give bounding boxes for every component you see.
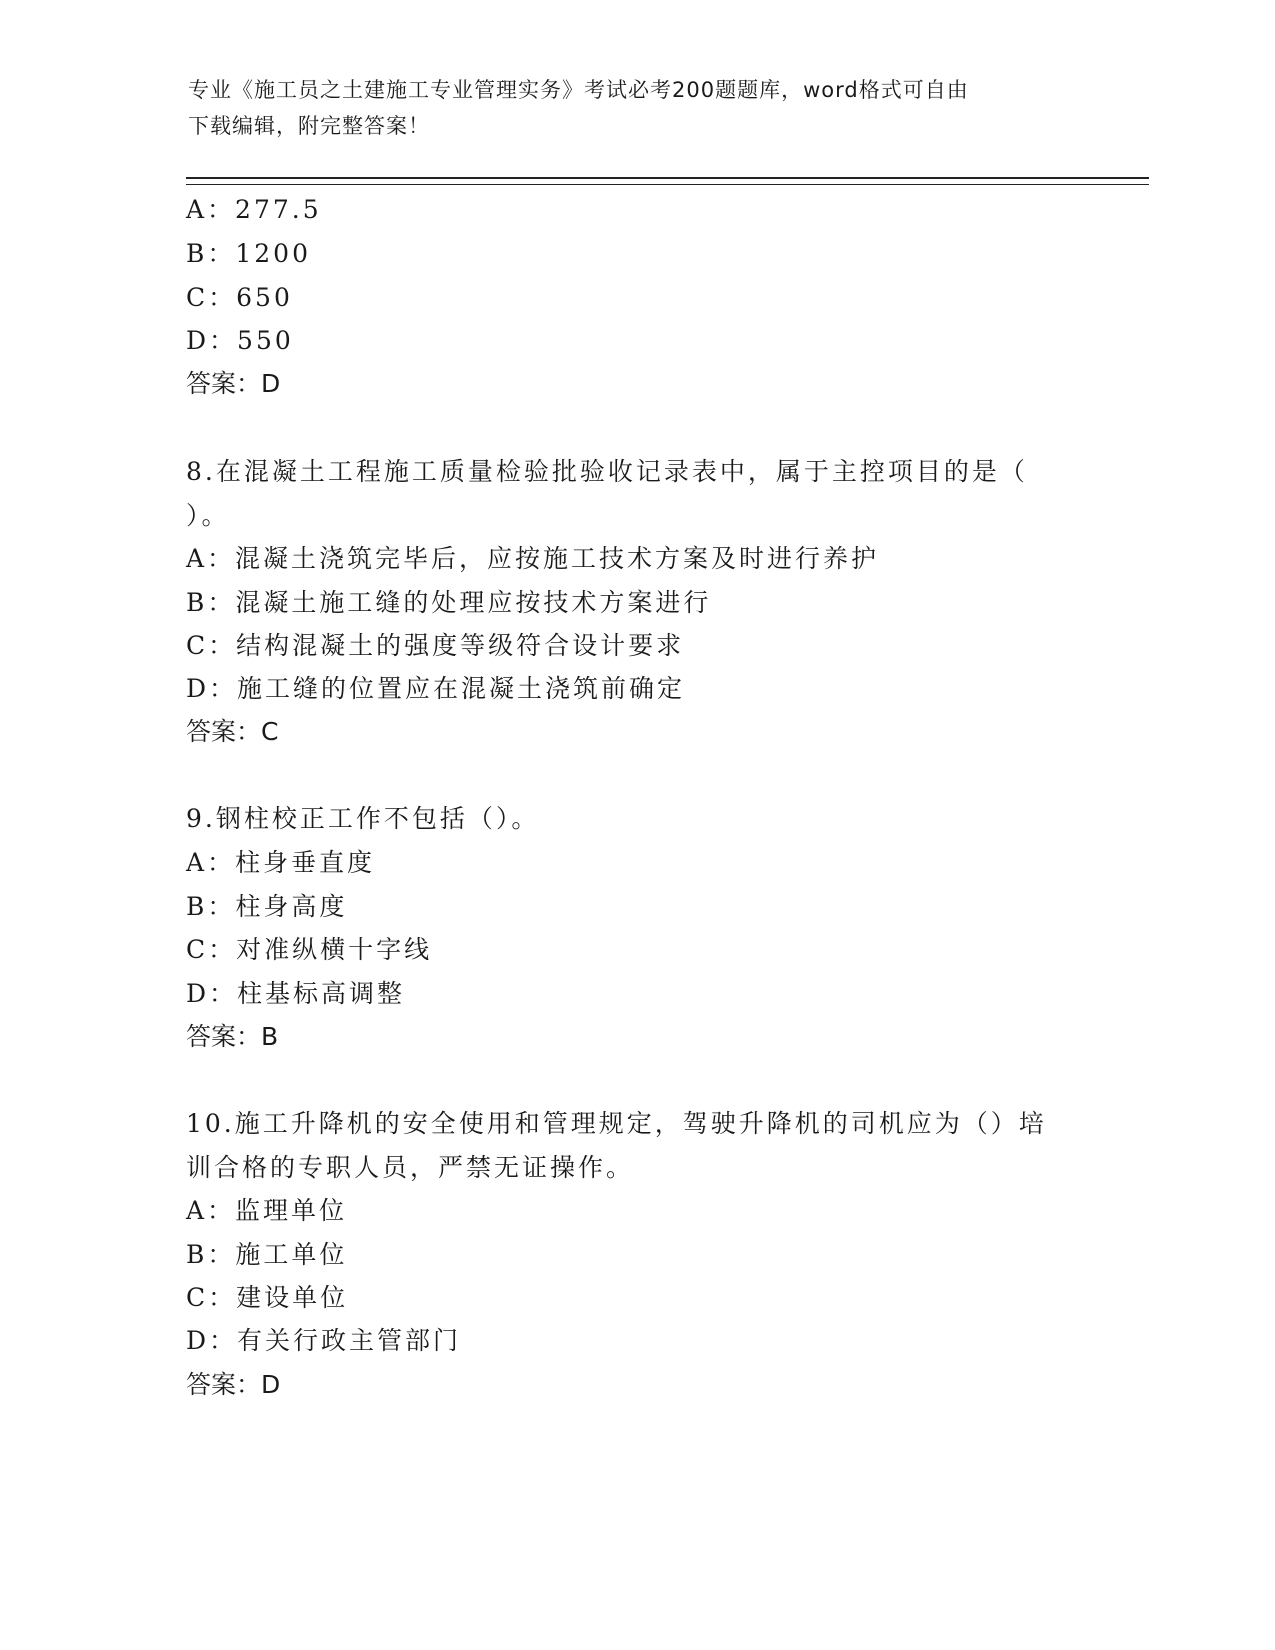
q10-answer: 答案：D [186,1370,281,1399]
document-header [188,72,1088,144]
q8-option-b: B：混凝土施工缝的处理应按技术方案进行 [186,588,712,617]
q9-option-c: C：对准纵横十字线 [186,935,433,964]
q10-option-d: D：有关行政主管部门 [186,1326,462,1355]
header-line-1: 专业《施工员之土建施工专业管理实务》考试必考200题题库，word格式可自由 [188,78,969,102]
q9-option-d: D：柱基标高调整 [186,979,406,1008]
q8-answer: 答案：C [186,717,279,746]
q7-answer: 答案：D [186,369,281,398]
header-divider [186,177,1149,185]
q7-option-a: A：277.5 [186,195,322,224]
q8-option-a: A：混凝土浇筑完毕后，应按施工技术方案及时进行养护 [186,544,880,573]
q9-option-a: A：柱身垂直度 [186,848,376,877]
q8-stem-line-2: ）。 [186,501,230,530]
q10-stem-line-2: 训合格的专职人员，严禁无证操作。 [186,1153,635,1182]
header-line-2: 下载编辑，附完整答案！ [188,114,430,138]
q8-option-c: C：结构混凝土的强度等级符合设计要求 [186,631,685,660]
q7-option-d: D：550 [186,326,294,355]
q10-option-b: B：施工单位 [186,1240,348,1269]
q10-stem-line-1: 10.施工升降机的安全使用和管理规定，驾驶升降机的司机应为（）培 [186,1109,1047,1138]
q9-stem: 9.钢柱校正工作不包括（）。 [186,804,540,833]
q7-option-c: C：650 [186,283,293,312]
q10-option-c: C：建设单位 [186,1283,349,1312]
q10-option-a: A：监理单位 [186,1196,348,1225]
q8-stem-line-1: 8.在混凝土工程施工质量检验批验收记录表中，属于主控项目的是（ [186,457,1028,486]
q9-answer: 答案：B [186,1022,279,1051]
q8-option-d: D：施工缝的位置应在混凝土浇筑前确定 [186,674,686,703]
q9-option-b: B：柱身高度 [186,892,348,921]
q7-option-b: B：1200 [186,239,311,268]
